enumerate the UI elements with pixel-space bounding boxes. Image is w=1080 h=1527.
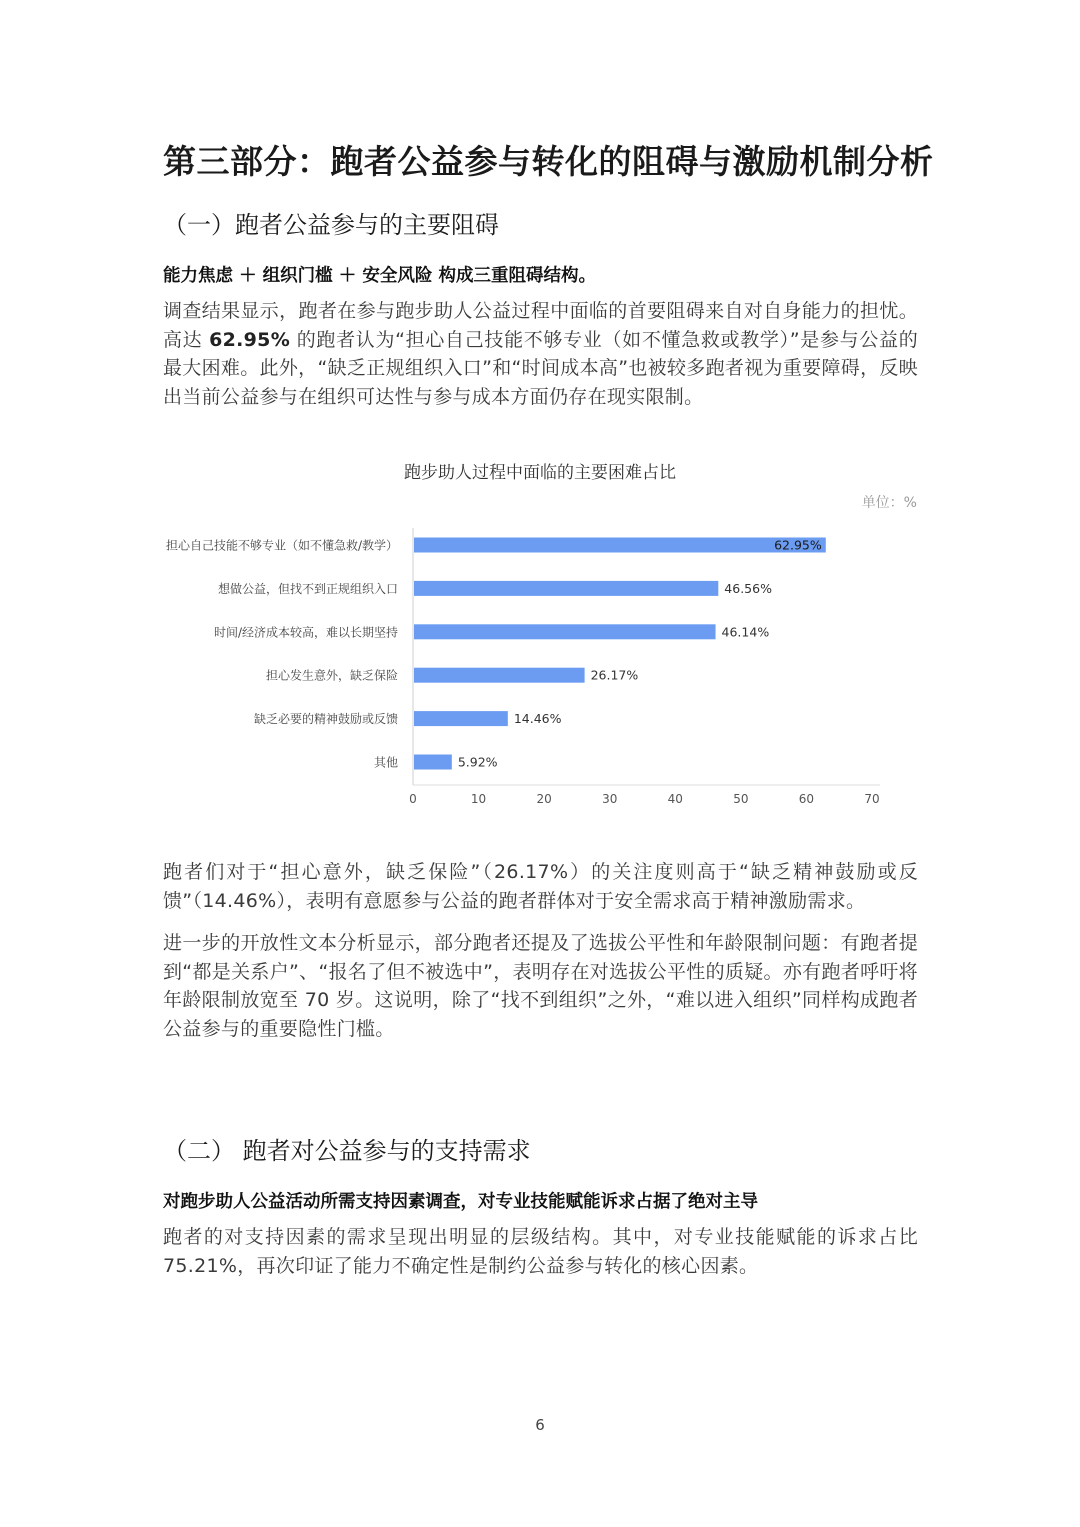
chart-bar — [414, 538, 826, 553]
paragraph-text: 调查结果显示，跑者在参与跑步助人公益过程中面临的首要阻碍来自对自身能力的担忧。高达 — [163, 300, 918, 351]
chart-x-tick-label: 10 — [470, 792, 487, 806]
section-heading-support: （二） 跑者对公益参与的支持需求 — [163, 1137, 531, 1165]
chart-x-tick-label: 20 — [536, 792, 552, 806]
paragraph-open-text-analysis: 进一步的开放性文本分析显示，部分跑者还提及了选拔公平性和年龄限制问题：有跑者提到“都是关系户”、“报名了但不被选中”，表明存在对选拔公平性的质疑。亦有跑者呼吁将年龄限制放宽至 70 岁。这说明，除了“找不到组织”之外，“难以进入组织”同样构成跑者公益参与的重要隐性门槛。 — [163, 932, 918, 1040]
section-subtitle-support: 对跑步助人公益活动所需支持因素调查，对专业技能赋能诉求占据了绝对主导 — [163, 1192, 758, 1212]
section-subtitle-obstacles: 能力焦虑 ＋ 组织门槛 ＋ 安全风险 构成三重阻碍结构。 — [163, 266, 596, 286]
highlight-percentage: 62.95% — [209, 328, 291, 351]
chart-bar — [414, 668, 585, 683]
chart-x-tick-label: 70 — [864, 792, 880, 806]
chart-x-tick-label: 30 — [602, 792, 618, 806]
chart-value-label: 46.56% — [724, 580, 772, 596]
chart-category-label: 担心发生意外，缺乏保险 — [265, 668, 398, 683]
chart-value-label: 5.92% — [457, 754, 498, 770]
chart-x-tick-label: 50 — [733, 792, 749, 806]
chart-bar — [414, 581, 718, 596]
chart-title: 跑步助人过程中面临的主要困难占比 — [404, 463, 676, 483]
chart-x-tick-label: 60 — [798, 792, 815, 806]
chart-value-label: 14.46% — [513, 711, 562, 727]
page-number: 6 — [535, 1416, 545, 1434]
chart-category-label: 担心自己技能不够专业（如不懂急救/教学） — [165, 538, 398, 553]
chart-bar — [414, 755, 452, 770]
paragraph-text: 的跑者认为“担心自己技能不够专业（如不懂急救或教学）”是参与公益的最大困难。此外，“缺乏正规组织入口”和“时间成本高”也被较多跑者视为重要障碍，反映出当前公益参与在组织可达性与参与成本方面仍存在现实限制。 — [163, 328, 918, 408]
chart-x-tick-label: 40 — [667, 792, 683, 806]
chart-value-label: 46.14% — [721, 624, 770, 640]
chart-x-tick-label: 0 — [409, 792, 417, 806]
chart-category-label: 缺乏必要的精神鼓励或反馈 — [253, 712, 398, 727]
chart-category-label: 时间/经济成本较高，难以长期坚持 — [213, 625, 398, 640]
chart-category-label: 其他 — [373, 755, 398, 770]
section-heading-obstacles: （一）跑者公益参与的主要阻碍 — [163, 211, 499, 239]
paragraph-support-structure: 跑者的对支持因素的需求呈现出明显的层级结构。其中，对专业技能赋能的诉求占比 75.21%，再次印证了能力不确定性是制约公益参与转化的核心因素。 — [163, 1226, 918, 1277]
chart-bar — [414, 711, 508, 726]
chart-value-label: 62.95% — [774, 537, 822, 553]
page-title: 第三部分：跑者公益参与转化的阻碍与激励机制分析 — [163, 142, 934, 181]
chart-bar — [414, 624, 716, 639]
chart-value-label: 26.17% — [590, 667, 639, 683]
chart-category-label: 想做公益，但找不到正规组织入口 — [217, 581, 398, 596]
paragraph-safety-vs-motivation: 跑者们对于“担心意外，缺乏保险”（26.17%）的关注度则高于“缺乏精神鼓励或反馈”（14.46%），表明有意愿参与公益的跑者群体对于安全需求高于精神激励需求。 — [163, 861, 918, 912]
chart-unit-label: 单位：% — [861, 495, 917, 511]
